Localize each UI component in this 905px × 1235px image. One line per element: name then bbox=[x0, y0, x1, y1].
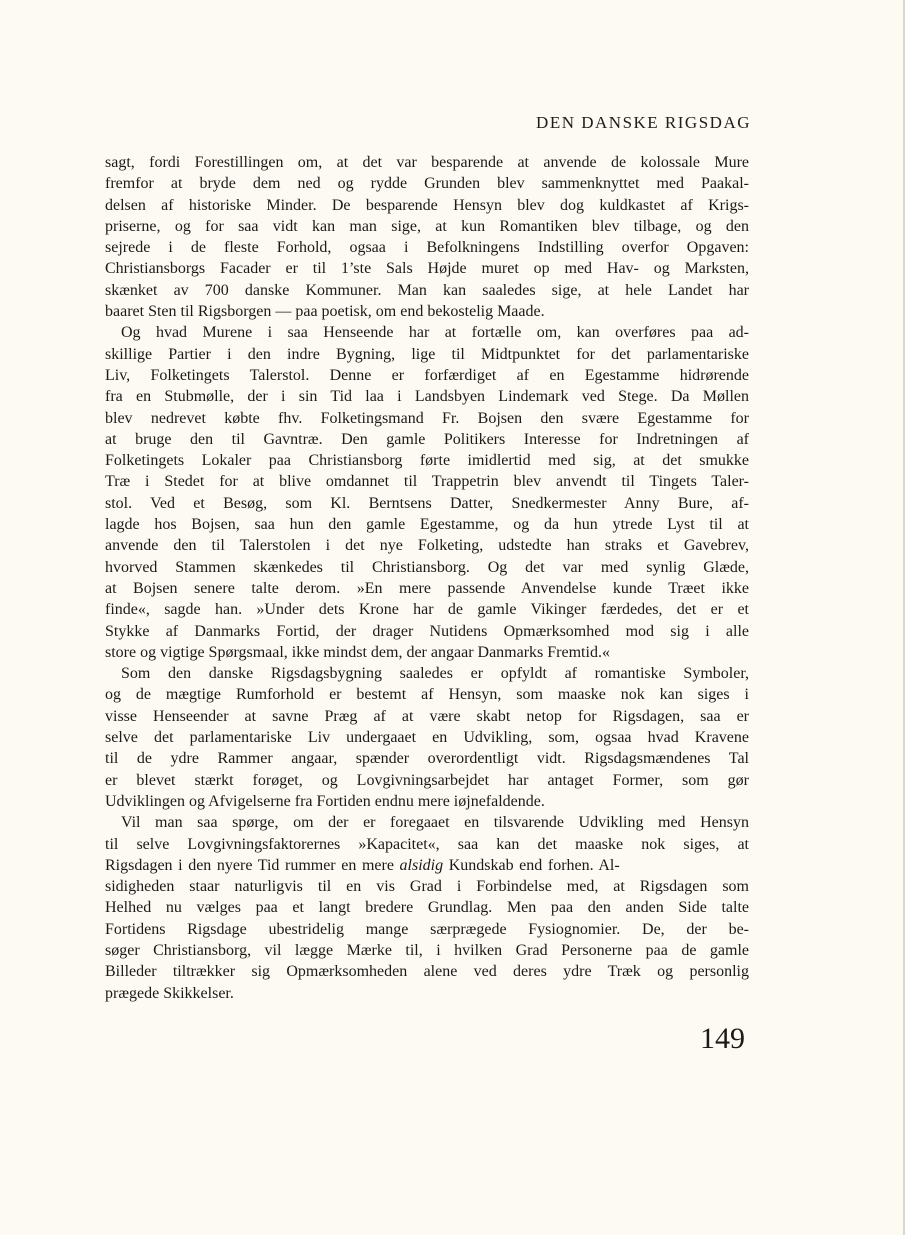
text-line: baaret Sten til Rigsborgen — paa poetisk, om end bekostelig Maade. bbox=[105, 303, 545, 321]
running-head: DEN DANSKE RIGSDAG bbox=[536, 113, 751, 132]
text-line: finde«, sagde han. »Under dets Krone har de gamle Vikinger færdedes, det er et bbox=[105, 601, 749, 619]
text-line: Folketingets Lokaler paa Christiansborg førte imidlertid med sig, at det smukke bbox=[105, 452, 749, 470]
text-line: Træ i Stedet for at blive omdannet til Trappetrin blev anvendt til Tingets Taler- bbox=[105, 473, 749, 491]
page-number: 149 bbox=[700, 1022, 745, 1055]
text-line: Som den danske Rigsdagsbygning saaledes er opfyldt af romantiske Symboler, bbox=[121, 665, 749, 683]
body-text bbox=[105, 152, 749, 1004]
text-line: sidigheden staar naturligvis til en vis Grad i Forbindelse med, at Rigsdagen som bbox=[105, 878, 749, 896]
text-line: lagde hos Bojsen, saa hun den gamle Egestamme, og da hun ytrede Lyst til at bbox=[105, 516, 749, 534]
text-line-mixed bbox=[105, 855, 749, 876]
text-line: og de mægtige Rumforhold er bestemt af Hensyn, som maaske nok kan siges i bbox=[105, 686, 749, 704]
text-line: fremfor at bryde dem ned og rydde Grunden blev sammenknyttet med Paakal- bbox=[105, 175, 749, 193]
text-line: Liv, Folketingets Talerstol. Denne er forfærdiget af en Egestamme hidrørende bbox=[105, 366, 749, 384]
text-segment: Kundskab end forhen. Al- bbox=[443, 856, 620, 874]
text-line: stol. Ved et Besøg, som Kl. Berntsens Datter, Snedkermester Anny Bure, af- bbox=[105, 494, 749, 512]
text-line: til de ydre Rammer angaar, spænder overordentligt vidt. Rigsdagsmændenes Tal bbox=[105, 750, 749, 768]
text-line: store og vigtige Spørgsmaal, ikke mindst dem, der angaar Danmarks Fremtid.« bbox=[105, 643, 610, 661]
text-line: at bruge den til Gavntræ. Den gamle Politikers Interesse for Indretningen af bbox=[105, 430, 749, 448]
text-line: sagt, fordi Forestillingen om, at det var besparende at anvende de kolossale Mure bbox=[105, 154, 749, 171]
italic-word: alsidig bbox=[399, 856, 444, 874]
text-line: priserne, og for saa vidt kan man sige, at kun Romantiken blev tilbage, og den bbox=[105, 217, 749, 235]
text-line: at Bojsen senere talte derom. »En mere passende Anvendelse kunde Træet ikke bbox=[105, 579, 749, 597]
text-line: er blevet stærkt forøget, og Lovgivningsarbejdet har antaget Former, som gør bbox=[105, 771, 749, 789]
text-line: delsen af historiske Minder. De besparende Hensyn blev dog kuldkastet af Krigs- bbox=[105, 196, 749, 214]
text-line: Fortidens Rigsdage ubestridelig mange særprægede Fysiognomier. De, der be- bbox=[105, 920, 749, 938]
text-line: Og hvad Murene i saa Henseende har at fortælle om, kan overføres paa ad- bbox=[121, 324, 749, 342]
text-segment: Rigsdagen i den nyere Tid rummer en mere bbox=[105, 856, 400, 874]
text-line: visse Henseender at savne Præg af at være skabt netop for Rigsdagen, saa er bbox=[105, 707, 749, 725]
text-line: Billeder tiltrækker sig Opmærksomheden alene ved deres ydre Træk og personlig bbox=[105, 963, 749, 981]
text-line: sejrede i de fleste Forhold, ogsaa i Befolkningens Indstilling overfor Opgaven: bbox=[105, 239, 749, 257]
text-line: Christiansborgs Facader er til 1’ste Sals Højde muret op med Hav- og Marksten, bbox=[105, 260, 749, 278]
text-line: selve det parlamentariske Liv undergaaet en Udvikling, som, ogsaa hvad Kravene bbox=[105, 729, 749, 747]
text-line: anvende den til Talerstolen i det nye Folketing, udstedte han straks et Gavebrev, bbox=[105, 537, 749, 555]
text-line: skænket av 700 danske Kommuner. Man kan saaledes sige, at hele Landet har bbox=[105, 281, 749, 299]
text-line: skillige Partier i den indre Bygning, lige til Midtpunktet for det parlamentariske bbox=[105, 345, 749, 363]
text-line: hvorved Stammen skænkedes til Christiansborg. Og det var med synlig Glæde, bbox=[105, 558, 749, 576]
text-line: søger Christiansborg, vil lægge Mærke til, i hvilken Grad Personerne paa de gamle bbox=[105, 941, 749, 959]
text-line: Stykke af Danmarks Fortid, der drager Nutidens Opmærksomhed mod sig i alle bbox=[105, 622, 749, 640]
text-line: Vil man saa spørge, om der er foregaaet en tilsvarende Udvikling med Hensyn bbox=[121, 814, 749, 832]
text-line: til selve Lovgivningsfaktorernes »Kapacitet«, saa kan det maaske nok siges, at bbox=[105, 835, 749, 853]
text-line: Udviklingen og Afvigelserne fra Fortiden endnu mere iøjnefaldende. bbox=[105, 792, 545, 810]
text-line: prægede Skikkelser. bbox=[105, 984, 234, 1002]
text-line: Helhed nu vælges paa et langt bredere Grundlag. Men paa den anden Side talte bbox=[105, 899, 749, 917]
text-line: blev nedrevet købte fhv. Folketingsmand Fr. Bojsen den svære Egestamme for bbox=[105, 409, 749, 427]
text-line: fra en Stubmølle, der i sin Tid laa i Landsbyen Lindemark ved Stege. Da Møllen bbox=[105, 388, 749, 406]
